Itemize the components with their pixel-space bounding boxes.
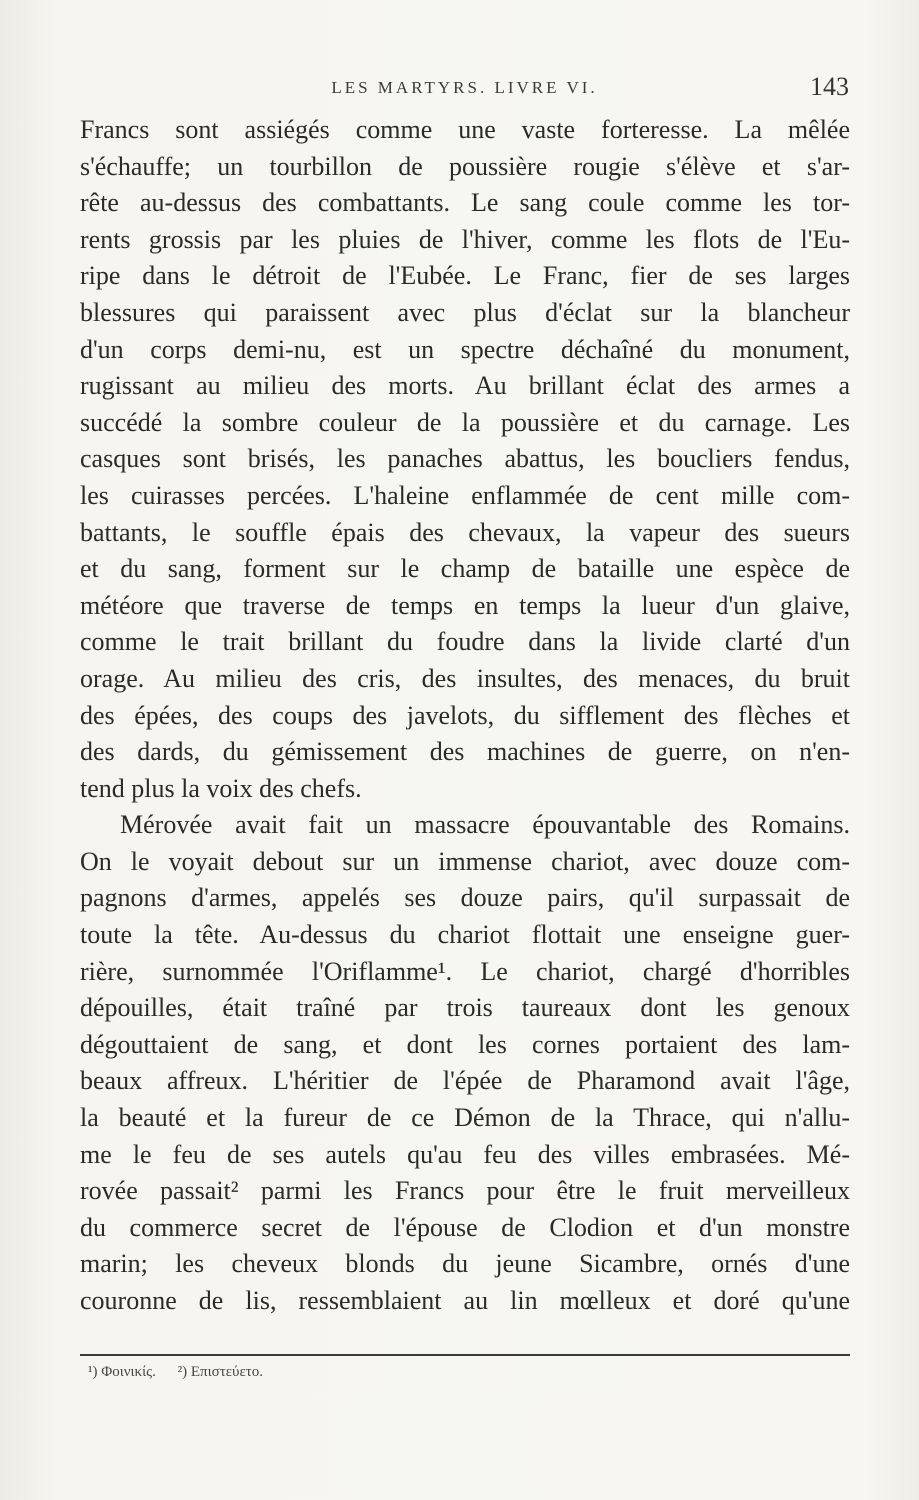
text-line: me le feu de ses autels qu'au feu des villes embrasées. Mé- bbox=[80, 1139, 850, 1169]
text-line: dégouttaient de sang, et dont les cornes portaient des lam- bbox=[80, 1029, 850, 1059]
text-line: blessures qui paraissent avec plus d'éclat sur la blancheur bbox=[80, 297, 850, 327]
text-line: les cuirasses percées. L'haleine enflammée de cent mille com- bbox=[80, 480, 850, 510]
text-line: beaux affreux. L'héritier de l'épée de Pharamond avait l'âge, bbox=[80, 1066, 850, 1096]
text-line: Francs sont assiégés comme une vaste forteresse. La mêlée bbox=[80, 115, 850, 144]
text-line: orage. Au milieu des cris, des insultes, des menaces, du bruit bbox=[80, 663, 850, 693]
text-line: météore que traverse de temps en temps la lueur d'un glaive, bbox=[80, 590, 850, 620]
text-line: rovée passait² parmi les Francs pour être le fruit merveilleux bbox=[80, 1176, 850, 1206]
text-line: toute la tête. Au-dessus du chariot flottait une enseigne guer- bbox=[80, 920, 850, 950]
text-line: rents grossis par les pluies de l'hiver, comme les flots de l'Eu- bbox=[80, 224, 850, 254]
text-line: tend plus la voix des chefs. bbox=[80, 773, 362, 803]
footnote-1: ¹) Φοινικίς. bbox=[88, 1364, 156, 1380]
paragraph-start-line: Mérovée avait fait un massacre épouvantable des Romains. bbox=[120, 810, 850, 840]
text-line: On le voyait debout sur un immense chariot, avec douze com- bbox=[80, 846, 850, 876]
footnotes bbox=[88, 1364, 281, 1381]
text-line: dépouilles, était traîné par trois taureaux dont les genoux bbox=[80, 993, 850, 1023]
text-line: rière, surnommée l'Oriflamme¹. Le chariot, chargé d'horribles bbox=[80, 956, 850, 986]
text-line: marin; les cheveux blonds du jeune Sicambre, ornés d'une bbox=[80, 1249, 850, 1279]
text-line: rugissant au milieu des morts. Au brillant éclat des armes a bbox=[80, 371, 850, 401]
page-number: 143 bbox=[810, 72, 849, 101]
page-header bbox=[80, 72, 849, 112]
text-line: ripe dans le détroit de l'Eubée. Le Franc, fier de ses larges bbox=[80, 261, 850, 291]
text-line: et du sang, forment sur le champ de bataille une espèce de bbox=[80, 554, 850, 584]
text-line: comme le trait brillant du foudre dans la livide clarté d'un bbox=[80, 627, 850, 657]
text-line: battants, le souffle épais des chevaux, la vapeur des sueurs bbox=[80, 517, 850, 547]
text-line: s'échauffe; un tourbillon de poussière rougie s'élève et s'ar- bbox=[80, 151, 850, 181]
footnote-rule bbox=[80, 1354, 850, 1356]
text-line: succédé la sombre couleur de la poussière et du carnage. Les bbox=[80, 407, 850, 437]
footnote-2: ²) Επιστεύετο. bbox=[177, 1364, 264, 1380]
running-title: LES MARTYRS. LIVRE VI. bbox=[331, 78, 598, 97]
text-line: couronne de lis, ressemblaient au lin mœlleux et doré qu'une bbox=[80, 1286, 850, 1315]
body-text bbox=[80, 112, 850, 1320]
text-line: rête au-dessus des combattants. Le sang coule comme les tor- bbox=[80, 188, 850, 218]
text-line: des épées, des coups des javelots, du sifflement des flèches et bbox=[80, 700, 850, 730]
text-line: pagnons d'armes, appelés ses douze pairs, qu'il surpassait de bbox=[80, 883, 850, 913]
text-line: des dards, du gémissement des machines de guerre, on n'en- bbox=[80, 737, 850, 767]
text-line: d'un corps demi-nu, est un spectre déchaîné du monument, bbox=[80, 334, 850, 364]
text-line: la beauté et la fureur de ce Démon de la Thrace, qui n'allu- bbox=[80, 1103, 850, 1133]
text-line: casques sont brisés, les panaches abattus, les boucliers fendus, bbox=[80, 444, 850, 474]
text-line: du commerce secret de l'épouse de Clodion et d'un monstre bbox=[80, 1212, 850, 1242]
